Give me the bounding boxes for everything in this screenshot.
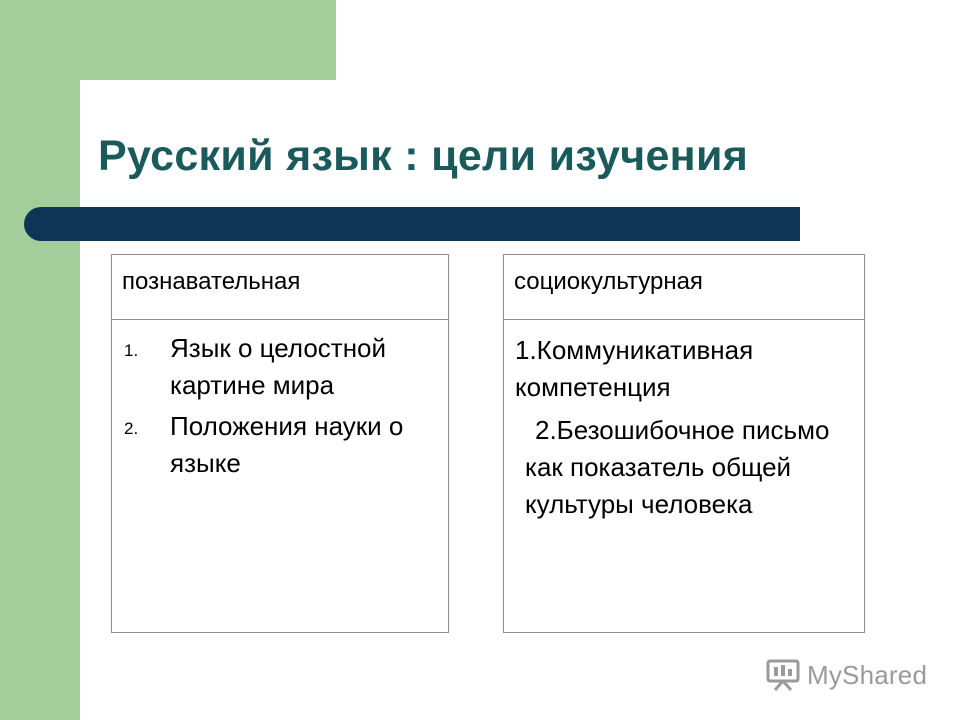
cognitive-goals-list — [112, 330, 440, 482]
list-item-text: Язык о целостной картине мира — [170, 333, 387, 400]
sociocultural-goals-table — [503, 254, 865, 633]
list-item-number: 1. — [124, 341, 139, 360]
list-item — [515, 412, 856, 523]
list-item: 1.Коммуникативная компетенция — [515, 335, 754, 402]
cognitive-goals-header: познавательная — [112, 255, 448, 320]
list-item — [112, 408, 440, 482]
presentation-screen-icon — [765, 658, 801, 692]
list-item — [112, 330, 440, 404]
myshared-watermark — [765, 655, 927, 695]
list-item-text: 2.Безошибочное письмо как показатель общей культуры человека — [525, 415, 830, 519]
list-item-text: Положения науки о языке — [170, 411, 404, 478]
left-green-band — [0, 0, 80, 720]
watermark-text: MyShared — [807, 659, 928, 690]
list-item-number: 2. — [124, 419, 139, 438]
top-green-band — [0, 0, 336, 80]
title-underline-bar — [24, 207, 800, 241]
cognitive-goals-table — [111, 254, 449, 633]
slide-title: Русский язык : цели изучения — [98, 132, 749, 180]
sociocultural-goals-header: социокультурная — [504, 255, 864, 320]
